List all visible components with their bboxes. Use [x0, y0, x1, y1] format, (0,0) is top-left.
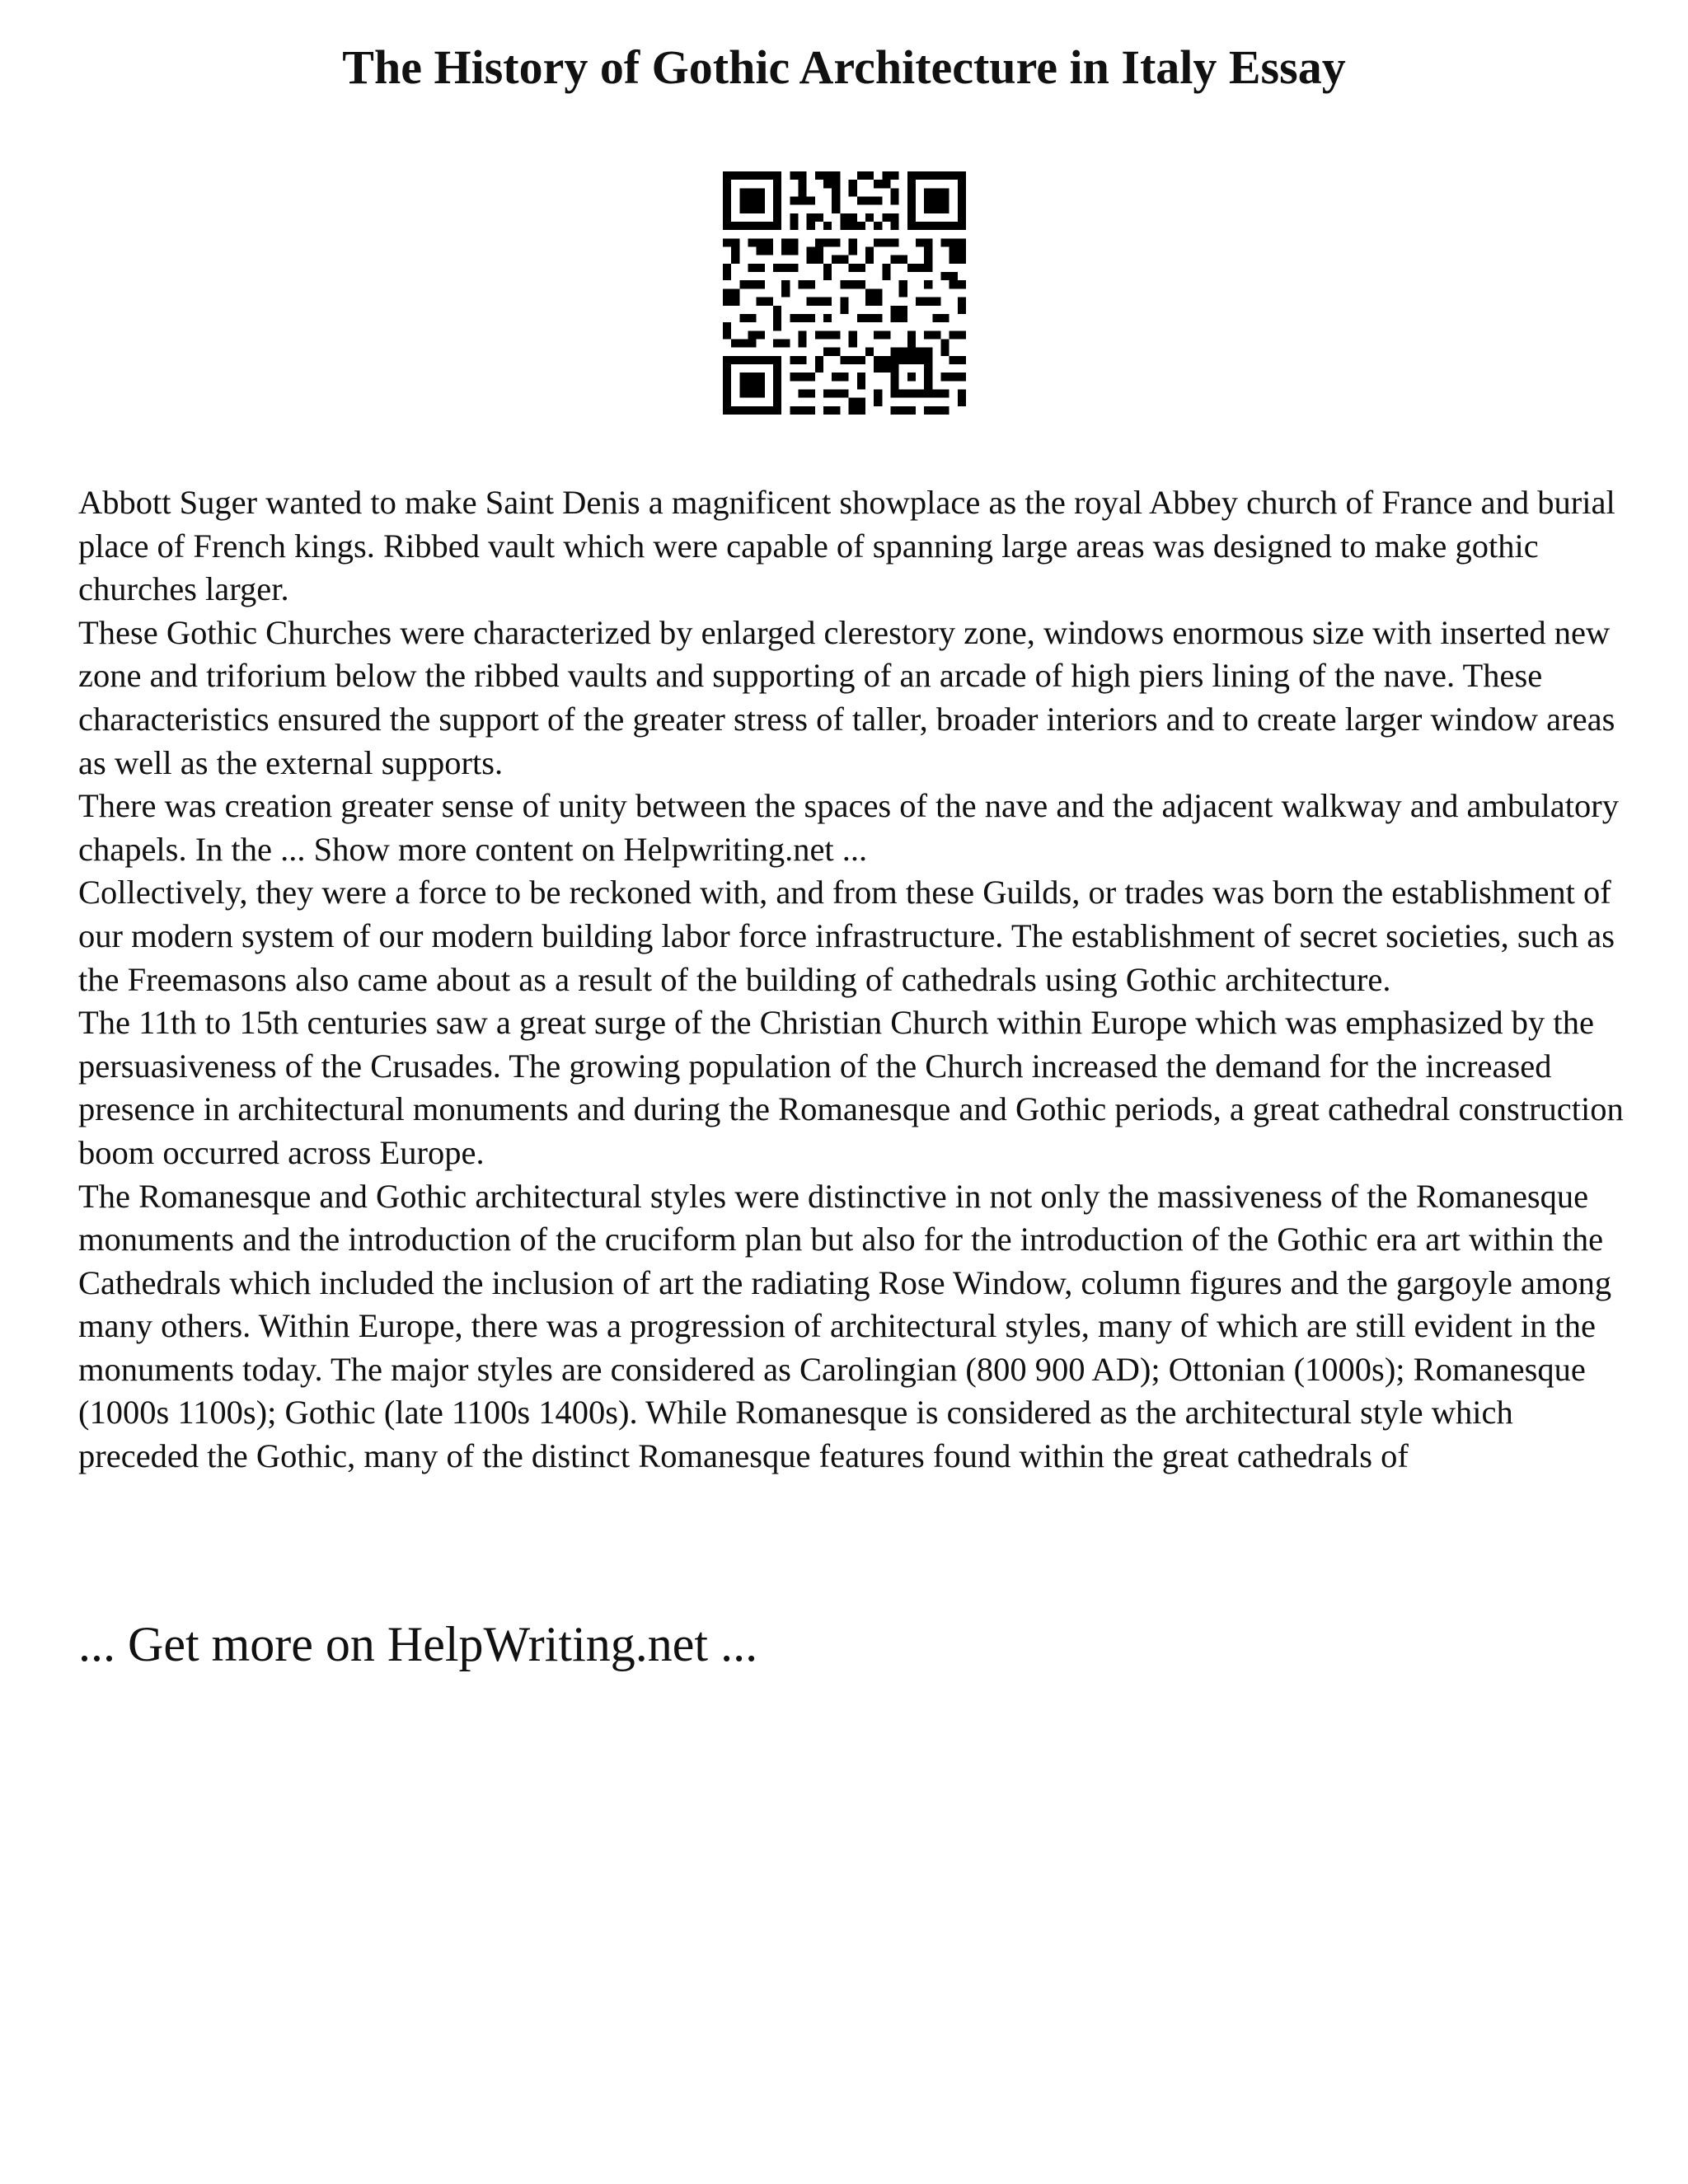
- paragraph: Collectively, they were a force to be reckoned with, and from these Guilds, or trades was born the establishment of our modern system of our modern building labor force infrastructure. The establishment of secret societies, such as the Freemasons also came about as a result of the building of cathedrals using Gothic architecture.: [78, 874, 1615, 998]
- paragraph: These Gothic Churches were characterized by enlarged clerestory zone, windows enormous size with inserted new zone and triforium below the ribbed vaults and supporting of an arcade of high piers lining of the nave. These characteristics ensured the support of the greater stress of taller, broader interiors and to create larger window areas as well as the external supports.: [78, 613, 1615, 781]
- paragraph: Abbott Suger wanted to make Saint Denis a magnificent showplace as the royal Abbey church of France and burial place of French kings. Ribbed vault which were capable of spanning large areas was designed to make gothic churches larger.: [78, 484, 1615, 608]
- paragraph: The 11th to 15th centuries saw a great surge of the Christian Church within Europe which was emphasized by the persuasiveness of the Crusades. The growing population of the Church increased the demand for the increased presence in architectural monuments and during the Romanesque and Gothic periods, a great cathedral construction boom occurred across Europe.: [78, 1004, 1624, 1171]
- paragraph: There was creation greater sense of unity between the spaces of the nave and the adjacent walkway and ambulatory chapels. In the ... Show more content on Helpwriting.net ...: [78, 787, 1619, 868]
- qr-code: [723, 171, 966, 415]
- document-title: The History of Gothic Architecture in Italy Essay: [342, 40, 1346, 94]
- essay-body: [78, 481, 1628, 1479]
- paragraph: The Romanesque and Gothic architectural styles were distinctive in not only the massiveness of the Romanesque monuments and the introduction of the cruciform plan but also for the introduction of the Gothic era art within the Cathedrals which included the inclusion of art the radiating Rose Window, column figures and the gargoyle among many others. Within Europe, there was a progression of architectural styles, many of which are still evident in the monuments today. The major styles are considered as Carolingian (800 900 AD); Ottonian (1000s); Romanesque (1000s 1100s); Gothic (late 1100s 1400s). While Romanesque is considered as the architectural style which preceded the Gothic, many of the distinct Romanesque features found within the great cathedrals of: [78, 1177, 1612, 1475]
- get-more-link[interactable]: ... Get more on HelpWriting.net ...: [78, 1617, 758, 1671]
